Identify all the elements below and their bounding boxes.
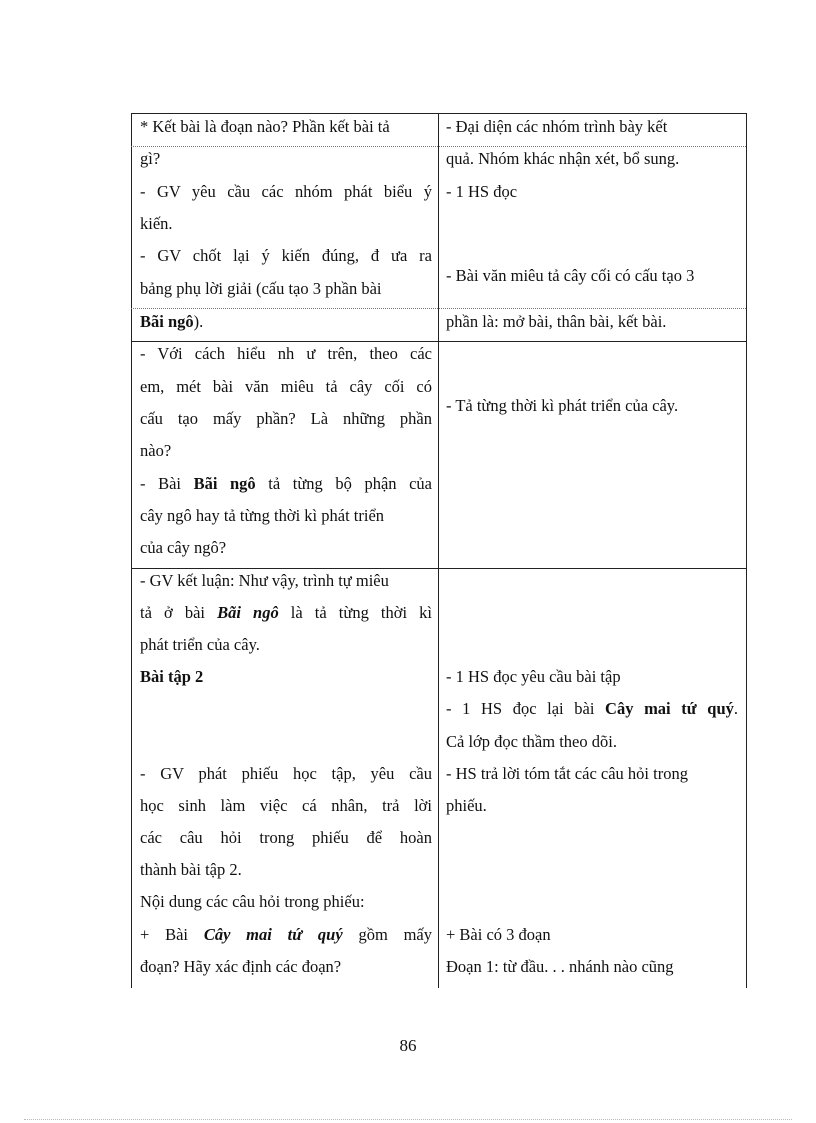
text-line	[140, 925, 432, 945]
text-line: Nội dung các câu hỏi trong phiếu:	[140, 892, 365, 911]
text-line: của cây ngô?	[140, 538, 227, 557]
text-line: phát triển của cây.	[140, 635, 260, 654]
table-column-divider	[438, 113, 439, 988]
text-line: kiến.	[140, 214, 173, 233]
text-run: + Bài	[140, 925, 204, 944]
text-line: phần là: mở bài, thân bài, kết bài.	[446, 312, 667, 331]
text-line: phiếu.	[446, 796, 487, 815]
text-run: gồm mấy	[342, 925, 433, 944]
exercise-heading: Bài tập 2	[140, 667, 204, 686]
text-line: em, mét bài văn miêu tả cây cối có	[140, 377, 432, 396]
bold-italic-text: Cây mai tứ quý	[203, 925, 343, 944]
text-line: - Đại diện các nhóm trình bày kết	[446, 117, 668, 136]
text-line: - Tả từng thời kì phát triển của cây.	[446, 396, 679, 415]
text-line: thành bài tập 2.	[140, 860, 242, 879]
text-line: các câu hỏi trong phiếu để hoàn	[140, 828, 432, 847]
text-line: đoạn? Hãy xác định các đoạn?	[140, 957, 342, 976]
text-line: - GV phát phiếu học tập, yêu cầu	[140, 764, 432, 783]
text-line: + Bài có 3 đoạn	[446, 925, 551, 944]
text-line: - Bài văn miêu tả cây cối có cấu tạo 3	[446, 266, 695, 285]
text-line	[140, 474, 432, 494]
row-divider-2	[131, 568, 746, 569]
text-line: Cả lớp đọc thầm theo dõi.	[446, 732, 617, 751]
bold-italic-text: Bãi ngô	[217, 603, 279, 622]
text-line: cây ngô hay tả từng thời kì phát triển	[140, 506, 385, 525]
line-guide	[131, 308, 746, 310]
table-border-left	[131, 113, 132, 988]
table-border-right	[746, 113, 747, 988]
text-line: - HS trả lời tóm tắt các câu hỏi trong	[446, 764, 688, 783]
text-run: .	[733, 699, 739, 718]
bold-text: Cây mai tứ quý	[605, 699, 734, 718]
text-line: cấu tạo mấy phần? Là những phần	[140, 409, 432, 428]
text-line: - GV yêu cầu các nhóm phát biểu ý	[140, 182, 432, 201]
text-line: * Kết bài là đoạn nào? Phần kết bài tả	[140, 117, 390, 136]
text-line: quả. Nhóm khác nhận xét, bổ sung.	[446, 149, 680, 168]
table-border-top	[131, 113, 746, 114]
text-line: Đoạn 1: từ đầu. . . nhánh nào cũng	[446, 957, 674, 976]
text-run: - 1 HS đọc lại bài	[446, 699, 606, 718]
text-line: học sinh làm việc cá nhân, trả lời	[140, 796, 432, 815]
text-run: - Bài	[140, 474, 194, 493]
text-line: - Với cách hiểu nh ư trên, theo các	[140, 344, 432, 363]
text-line	[140, 312, 203, 332]
text-line: - GV chốt lại ý kiến đúng, đ ưa ra	[140, 246, 432, 265]
text-line: nào?	[140, 441, 172, 460]
line-guide	[131, 146, 746, 148]
bold-text: Bãi ngô	[193, 474, 256, 493]
text-line	[446, 699, 738, 719]
text-line: - 1 HS đọc yêu cầu bài tập	[446, 667, 621, 686]
text-line: bảng phụ lời giải (cấu tạo 3 phần bài	[140, 279, 382, 298]
page-bottom-border	[24, 1119, 792, 1120]
bold-text: Bãi ngô	[140, 312, 194, 331]
text-line: gì?	[140, 149, 161, 168]
text-line	[140, 603, 432, 623]
text-run: ).	[193, 312, 204, 331]
text-line: - GV kết luận: Như vậy, trình tự miêu	[140, 571, 389, 590]
text-run: tả ở bài	[140, 603, 218, 622]
row-divider-1	[131, 341, 746, 342]
text-run: tả từng bộ phận của	[255, 474, 432, 493]
text-line: - 1 HS đọc	[446, 182, 518, 201]
text-run: là tả từng thời kì	[278, 603, 432, 622]
page-number: 86	[399, 1036, 417, 1055]
